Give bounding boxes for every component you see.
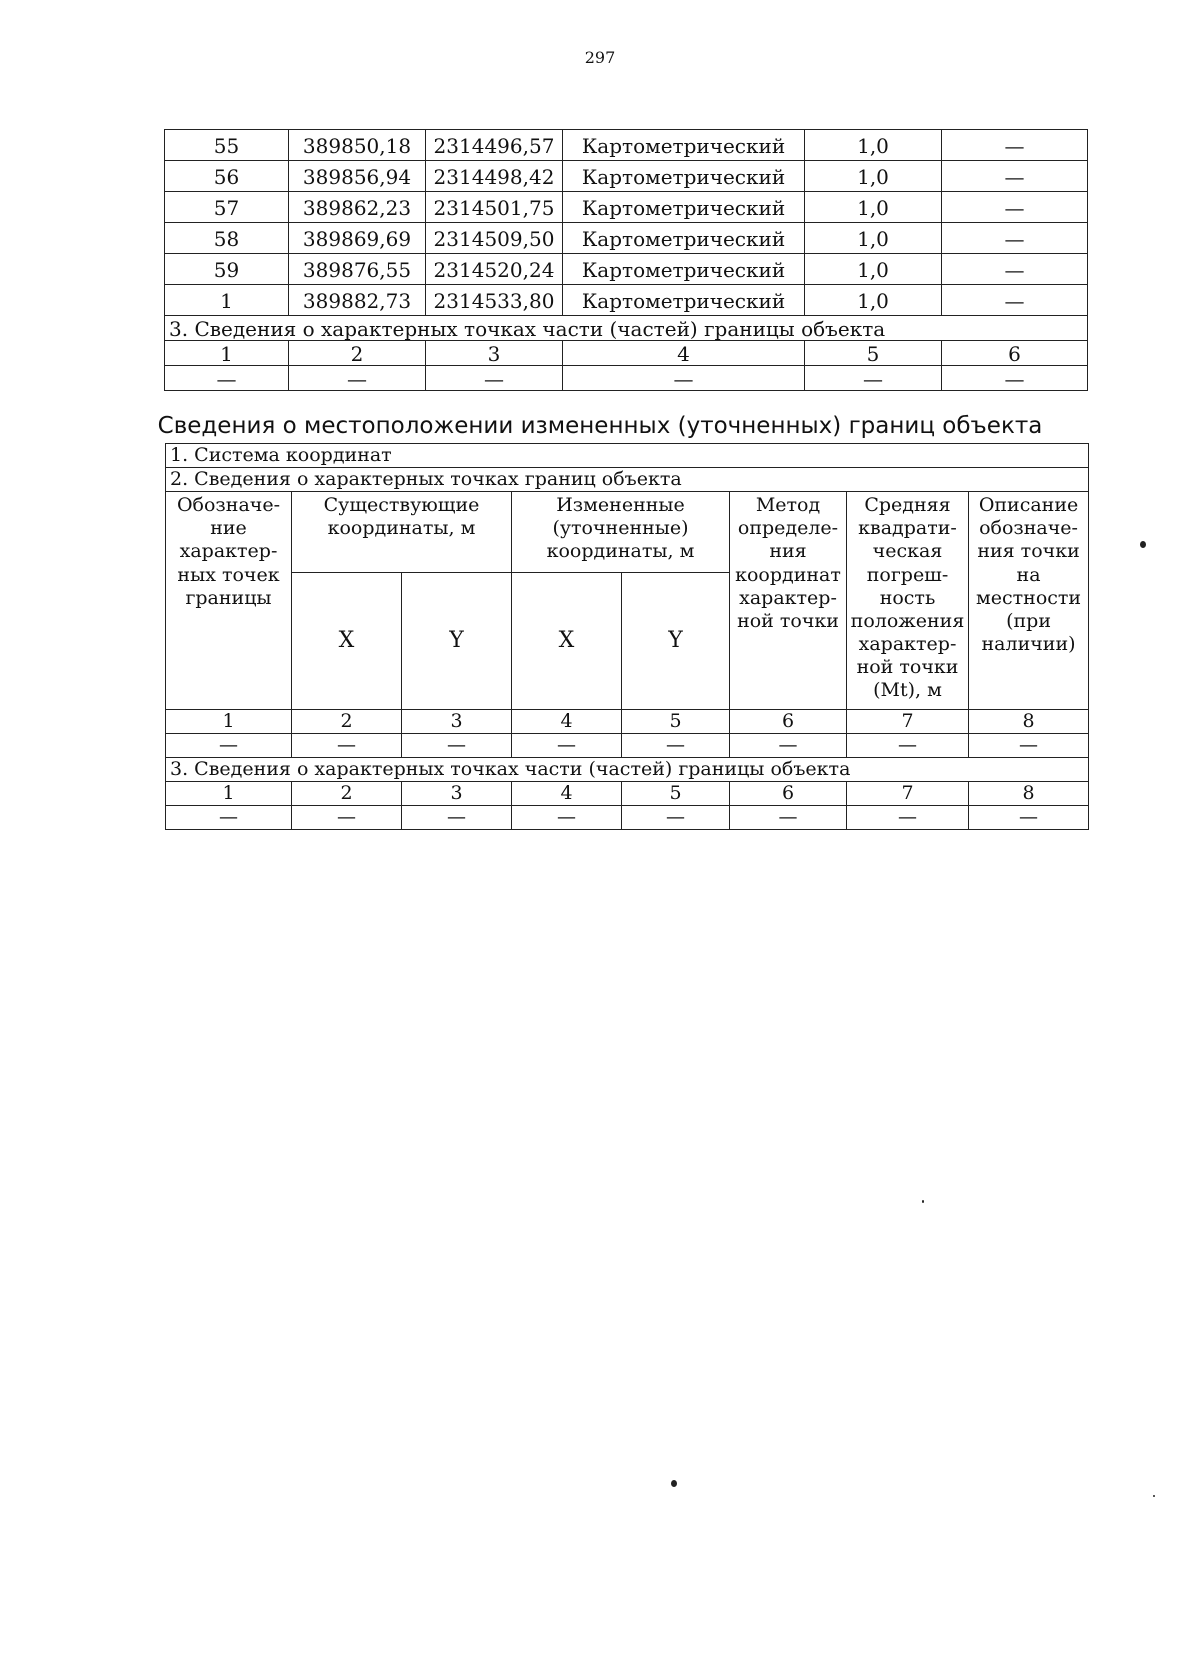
table-cell: 389850,18 [289,130,426,161]
table-cell: — [942,254,1088,285]
header-accuracy: Средняя квадрати- ческая погреш- ность положения характер- ной точки (Mt), м [847,492,969,710]
table-cell: — [402,806,512,830]
table-cell: 1,0 [805,223,942,254]
scan-speck [922,1200,924,1203]
header-changed-coordinates: Измененные (уточненные) координаты, м [512,492,730,573]
table-cell: — [942,366,1088,391]
table-cell: 4 [563,341,805,366]
table-cell: — [847,806,969,830]
table-cell: 7 [847,782,969,806]
table-cell: 5 [622,710,730,734]
header-existing-coordinates: Существующие координаты, м [292,492,512,573]
table-row [165,192,1088,223]
coordinate-system-row: 1. Система координат [166,444,1089,468]
table-cell: Картометрический [563,254,805,285]
table-cell: Картометрический [563,130,805,161]
table-cell: — [942,285,1088,316]
table-cell: 2314496,57 [426,130,563,161]
scan-speck [671,1480,677,1487]
table-row [166,782,1089,806]
table-cell: 8 [969,782,1089,806]
header-existing-y: Y [402,573,512,710]
table-cell: 1,0 [805,192,942,223]
header-description: Описание обозначе- ния точки на местности (при наличии) [969,492,1089,710]
table-cell: — [292,734,402,758]
table-cell: Картометрический [563,161,805,192]
table-row [165,254,1088,285]
table-cell: — [166,734,292,758]
scan-speck [1153,1495,1155,1497]
table-row [165,316,1088,341]
table-cell: 2314509,50 [426,223,563,254]
table-cell: Картометрический [563,192,805,223]
table-cell: — [942,192,1088,223]
table-cell: — [622,806,730,830]
table-cell: 5 [622,782,730,806]
table-cell: — [730,806,847,830]
section-3-row: 3. Сведения о характерных точках части (частей) границы объекта [166,758,1089,782]
table-cell: 56 [165,161,289,192]
table-row [166,806,1089,830]
table-cell: — [165,366,289,391]
changed-boundaries-table [165,443,1089,830]
header-point-designation: Обозначе- ние характер- ных точек границы [166,492,292,710]
table-cell: 6 [730,782,847,806]
table-cell: — [289,366,426,391]
table-cell: 1,0 [805,161,942,192]
table-cell: — [805,366,942,391]
table-cell: 55 [165,130,289,161]
table-cell: 389876,55 [289,254,426,285]
table-cell: 2314520,24 [426,254,563,285]
section-3-row: 3. Сведения о характерных точках части (частей) границы объекта [165,316,1088,341]
table-cell: — [563,366,805,391]
table-cell: — [512,734,622,758]
table-cell: 3 [402,710,512,734]
boundary-points-row: 2. Сведения о характерных точках границ объекта [166,468,1089,492]
table-cell: 3 [426,341,563,366]
table-cell: 1 [166,782,292,806]
table-cell: 58 [165,223,289,254]
table-row [166,710,1089,734]
table-cell: — [969,806,1089,830]
changed-boundaries-body [166,710,1089,830]
table-row [165,341,1088,366]
table-cell: 1,0 [805,254,942,285]
table-cell: 389882,73 [289,285,426,316]
table-row [165,161,1088,192]
table-cell: Картометрический [563,223,805,254]
table-cell: Картометрический [563,285,805,316]
table-cell: 4 [512,782,622,806]
table-cell: 2314501,75 [426,192,563,223]
table-cell: 1 [166,710,292,734]
table-cell: — [942,223,1088,254]
table-cell: 5 [805,341,942,366]
table-cell: 1 [165,285,289,316]
section-title: Сведения о местоположении измененных (уточненных) границ объекта [157,413,1043,439]
table-cell: 2 [292,710,402,734]
table-cell: 2314533,80 [426,285,563,316]
table-cell: 1 [165,341,289,366]
table-row [166,758,1089,782]
table-row [165,366,1088,391]
table-cell: 389869,69 [289,223,426,254]
table-cell: 3 [402,782,512,806]
table-cell: 389862,23 [289,192,426,223]
table-cell: 389856,94 [289,161,426,192]
table-cell: — [622,734,730,758]
table-cell: 2 [292,782,402,806]
boundary-points-body [165,130,1088,391]
table-cell: — [942,130,1088,161]
header-method: Метод определе- ния координат характер- ной точки [730,492,847,710]
page-number: 297 [584,48,616,67]
table-cell: 4 [512,710,622,734]
table-cell: 59 [165,254,289,285]
table-row [166,734,1089,758]
table-row [165,223,1088,254]
table-cell: 7 [847,710,969,734]
table-cell: — [292,806,402,830]
table-cell: 6 [730,710,847,734]
table-cell: — [426,366,563,391]
table-cell: 2314498,42 [426,161,563,192]
table-cell: — [730,734,847,758]
header-existing-x: X [292,573,402,710]
boundary-points-table [164,129,1088,391]
header-changed-x: X [512,573,622,710]
table-row [165,130,1088,161]
table-cell: 6 [942,341,1088,366]
table-cell: 8 [969,710,1089,734]
table-cell: — [847,734,969,758]
table-cell: 1,0 [805,130,942,161]
table-row [165,285,1088,316]
table-cell: 2 [289,341,426,366]
scan-speck [1140,541,1146,548]
table-cell: — [512,806,622,830]
table-cell: 1,0 [805,285,942,316]
table-cell: — [969,734,1089,758]
table-cell: — [166,806,292,830]
table-cell: — [942,161,1088,192]
header-changed-y: Y [622,573,730,710]
table-cell: — [402,734,512,758]
table-cell: 57 [165,192,289,223]
